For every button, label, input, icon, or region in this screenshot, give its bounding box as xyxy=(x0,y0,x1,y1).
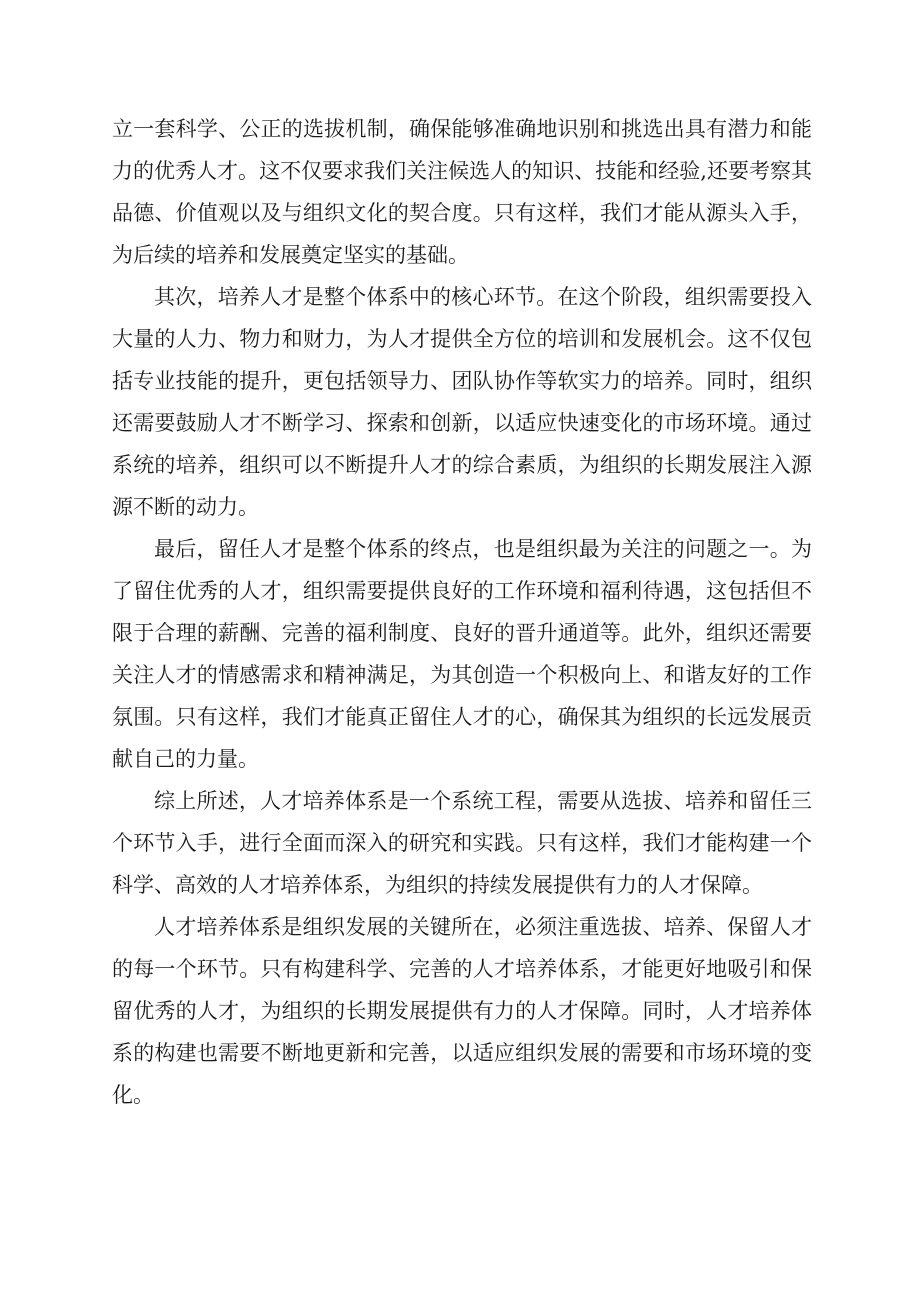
document-page xyxy=(112,108,812,1116)
paragraph-continuation: 立一套科学、公正的选拔机制，确保能够准确地识别和挑选出具有潜力和能力的优秀人才。这不仅要求我们关注候选人的知识、技能和经验,还要考察其品德、价值观以及与组织文化的契合度。只有这样，我们才能从源头入手，为后续的培养和发展奠定坚实的基础。 xyxy=(112,117,812,267)
paragraph-summary: 综上所述，人才培养体系是一个系统工程，需要从选拔、培养和留任三个环节入手，进行全面而深入的研究和实践。只有这样，我们才能构建一个科学、高效的人才培养体系，为组织的持续发展提供有力的人才保障。 xyxy=(112,789,812,897)
paragraph-conclusion: 人才培养体系是组织发展的关键所在，必须注重选拔、培养、保留人才的每一个环节。只有构建科学、完善的人才培养体系，才能更好地吸引和保留优秀的人才，为组织的长期发展提供有力的人才保障。同时，人才培养体系的构建也需要不断地更新和完善，以适应组织发展的需要和市场环境的变化。 xyxy=(112,915,812,1107)
paragraph-retention: 最后，留任人才是整个体系的终点，也是组织最为关注的问题之一。为了留住优秀的人才，组织需要提供良好的工作环境和福利待遇，这包括但不限于合理的薪酬、完善的福利制度、良好的晋升通道等。此外，组织还需要关注人才的情感需求和精神满足，为其创造一个积极向上、和谐友好的工作氛围。只有这样，我们才能真正留住人才的心，确保其为组织的长远发展贡献自己的力量。 xyxy=(112,537,812,771)
paragraph-cultivation: 其次，培养人才是整个体系中的核心环节。在这个阶段，组织需要投入大量的人力、物力和财力，为人才提供全方位的培训和发展机会。这不仅包括专业技能的提升，更包括领导力、团队协作等软实力的培养。同时，组织还需要鼓励人才不断学习、探索和创新，以适应快速变化的市场环境。通过系统的培养，组织可以不断提升人才的综合素质，为组织的长期发展注入源源不断的动力。 xyxy=(112,285,812,519)
